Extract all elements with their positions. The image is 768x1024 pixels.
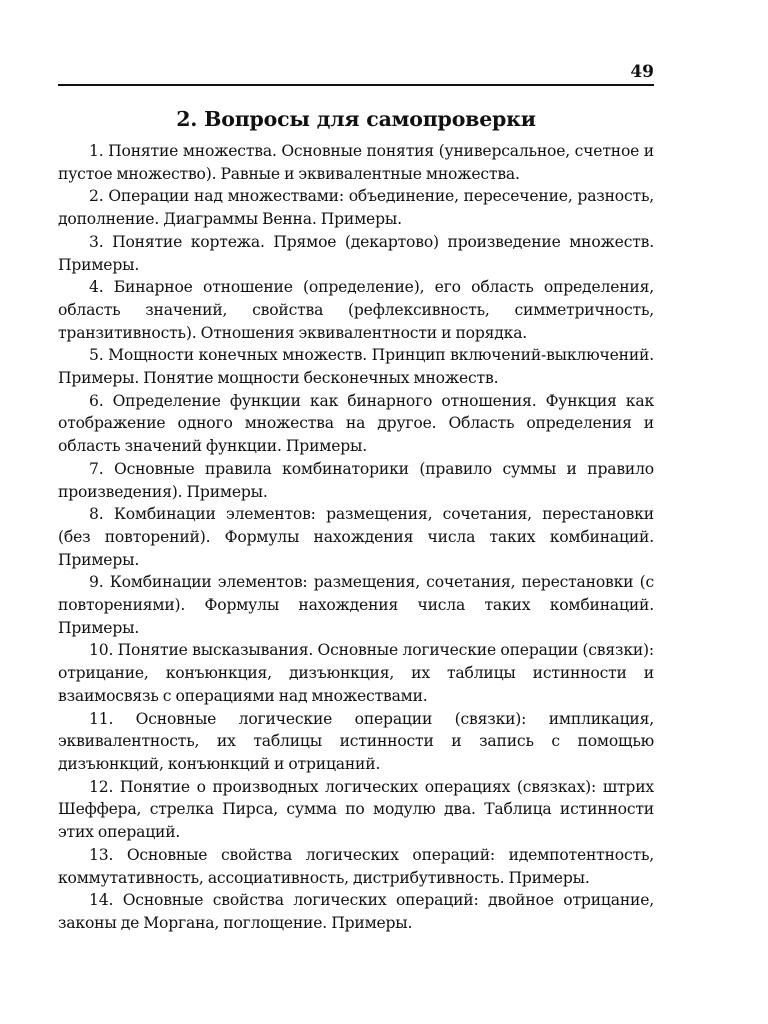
list-item: 9. Комбинации элементов: размещения, сочетания, перестановки (с повторениями). Формулы нахождения числа таких комбинаций. Примеры. <box>58 573 654 637</box>
list-item: 3. Понятие кортежа. Прямое (декартово) произведение множеств. Примеры. <box>58 232 654 274</box>
list-item: 12. Понятие о производных логических операциях (связках): штрих Шеффера, стрелка Пирса, сумма по модулю два. Таблица истинности этих операций. <box>58 777 654 842</box>
list-item: 14. Основные свойства логических операций: двойное отрицание, законы де Моргана, поглощение. Примеры. <box>58 891 654 932</box>
list-item: 4. Бинарное отношение (определение), его область определения, область значений, свойства (рефлексивность, симметричность, транзитивность). Отношения эквивалентности и порядка. <box>58 278 654 342</box>
list-item: 5. Мощности конечных множеств. Принцип включений-выключений. Примеры. Понятие мощности бесконечных множеств. <box>58 346 654 388</box>
list-item: 1. Понятие множества. Основные понятия (универсальное, счетное и пустое множество). Равные и эквивалентные множества. <box>58 142 654 183</box>
list-item: 13. Основные свойства логических операций: идемпотентность, коммутативность, ассоциативность, дистрибутивность. Примеры. <box>58 845 654 887</box>
list-item: 6. Определение функции как бинарного отношения. Функция как отображение одного множества на другое. Область определения и область значений функции. Примеры. <box>58 391 654 456</box>
page-number: 49 <box>630 62 654 82</box>
section-title: 2. Вопросы для самопроверки <box>176 107 536 131</box>
list-item: 10. Понятие высказывания. Основные логические операции (связки): отрицание, конъюнкция, дизъюнкция, их таблицы истинности и взаимосвязь с операциями над множествами. <box>58 641 654 705</box>
question-list <box>58 140 654 935</box>
list-item: 8. Комбинации элементов: размещения, сочетания, перестановки (без повторений). Формулы нахождения числа таких комбинаций. Примеры. <box>58 505 654 569</box>
list-item: 11. Основные логические операции (связки): импликация, эквивалентность, их таблицы истинности и запись с помощью дизъюнкций, конъюнкций и отрицаний. <box>58 709 654 773</box>
page-header <box>58 58 654 86</box>
list-item: 7. Основные правила комбинаторики (правило суммы и правило произведения). Примеры. <box>58 459 654 501</box>
list-item: 2. Операции над множествами: объединение, пересечение, разность, дополнение. Диаграммы Венна. Примеры. <box>58 187 654 229</box>
book-page <box>58 58 654 935</box>
